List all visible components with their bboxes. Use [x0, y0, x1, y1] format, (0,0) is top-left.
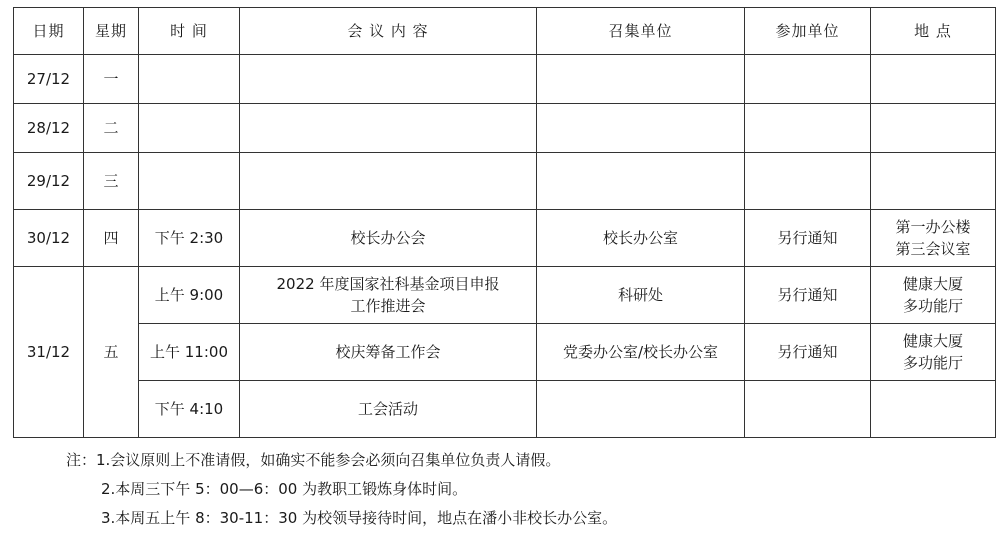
location-cell — [871, 55, 996, 104]
table-row — [14, 267, 996, 324]
header-content: 会 议 内 容 — [240, 8, 537, 55]
table-row — [14, 381, 996, 438]
content-line: 工作推进会 — [350, 297, 426, 315]
location-line: 第一办公楼 — [895, 218, 971, 236]
content-cell: 校庆筹备工作会 — [240, 324, 537, 381]
weekday-cell: 三 — [84, 153, 139, 210]
date-cell: 28/12 — [14, 104, 84, 153]
participants-cell: 另行通知 — [745, 267, 871, 324]
date-cell: 27/12 — [14, 55, 84, 104]
weekday-cell: 四 — [84, 210, 139, 267]
date-cell: 31/12 — [14, 267, 84, 438]
weekday-cell: 五 — [84, 267, 139, 438]
content-cell — [240, 104, 537, 153]
participants-cell — [745, 381, 871, 438]
table-row — [14, 153, 996, 210]
organizer-cell: 科研处 — [537, 267, 745, 324]
header-date: 日期 — [14, 8, 84, 55]
participants-cell: 另行通知 — [745, 210, 871, 267]
location-line: 多功能厅 — [902, 354, 963, 372]
location-cell — [871, 153, 996, 210]
location-line: 健康大厦 — [902, 275, 963, 293]
location-line: 多功能厅 — [902, 297, 963, 315]
participants-cell: 另行通知 — [745, 324, 871, 381]
header-weekday: 星期 — [84, 8, 139, 55]
header-time: 时 间 — [139, 8, 240, 55]
footnotes — [66, 446, 617, 533]
date-cell: 29/12 — [14, 153, 84, 210]
time-cell — [139, 104, 240, 153]
organizer-cell — [537, 153, 745, 210]
table-row — [14, 55, 996, 104]
organizer-cell — [537, 104, 745, 153]
organizer-cell — [537, 55, 745, 104]
location-cell — [871, 104, 996, 153]
note-line: 3.本周五上午 8：30-11：30 为校领导接待时间，地点在潘小非校长办公室。 — [101, 509, 618, 527]
date-cell: 30/12 — [14, 210, 84, 267]
weekday-cell: 二 — [84, 104, 139, 153]
location-cell — [871, 267, 996, 324]
time-cell: 上午 9:00 — [139, 267, 240, 324]
content-cell — [240, 55, 537, 104]
content-line: 2022 年度国家社科基金项目申报 — [276, 275, 500, 293]
note-line: 注：1.会议原则上不准请假，如确实不能参会必须向召集单位负责人请假。 — [66, 451, 561, 469]
time-cell: 上午 11:00 — [139, 324, 240, 381]
header-participants: 参加单位 — [745, 8, 871, 55]
time-cell — [139, 55, 240, 104]
location-line: 健康大厦 — [902, 332, 963, 350]
participants-cell — [745, 104, 871, 153]
time-cell — [139, 153, 240, 210]
content-cell — [240, 267, 537, 324]
content-cell: 校长办公会 — [240, 210, 537, 267]
weekday-cell: 一 — [84, 55, 139, 104]
time-cell: 下午 2:30 — [139, 210, 240, 267]
organizer-cell — [537, 381, 745, 438]
participants-cell — [745, 153, 871, 210]
location-cell — [871, 324, 996, 381]
table-header-row — [14, 8, 996, 55]
table-row — [14, 324, 996, 381]
location-line: 第三会议室 — [895, 240, 971, 258]
header-organizer: 召集单位 — [537, 8, 745, 55]
note-line: 2.本周三下午 5：00—6：00 为教职工锻炼身体时间。 — [101, 480, 468, 498]
header-location: 地 点 — [871, 8, 996, 55]
location-cell — [871, 381, 996, 438]
content-cell — [240, 153, 537, 210]
organizer-cell: 校长办公室 — [537, 210, 745, 267]
meeting-schedule-table — [13, 7, 996, 438]
organizer-cell: 党委办公室/校长办公室 — [537, 324, 745, 381]
table-row — [14, 210, 996, 267]
table-row — [14, 104, 996, 153]
participants-cell — [745, 55, 871, 104]
time-cell: 下午 4:10 — [139, 381, 240, 438]
location-cell — [871, 210, 996, 267]
content-cell: 工会活动 — [240, 381, 537, 438]
